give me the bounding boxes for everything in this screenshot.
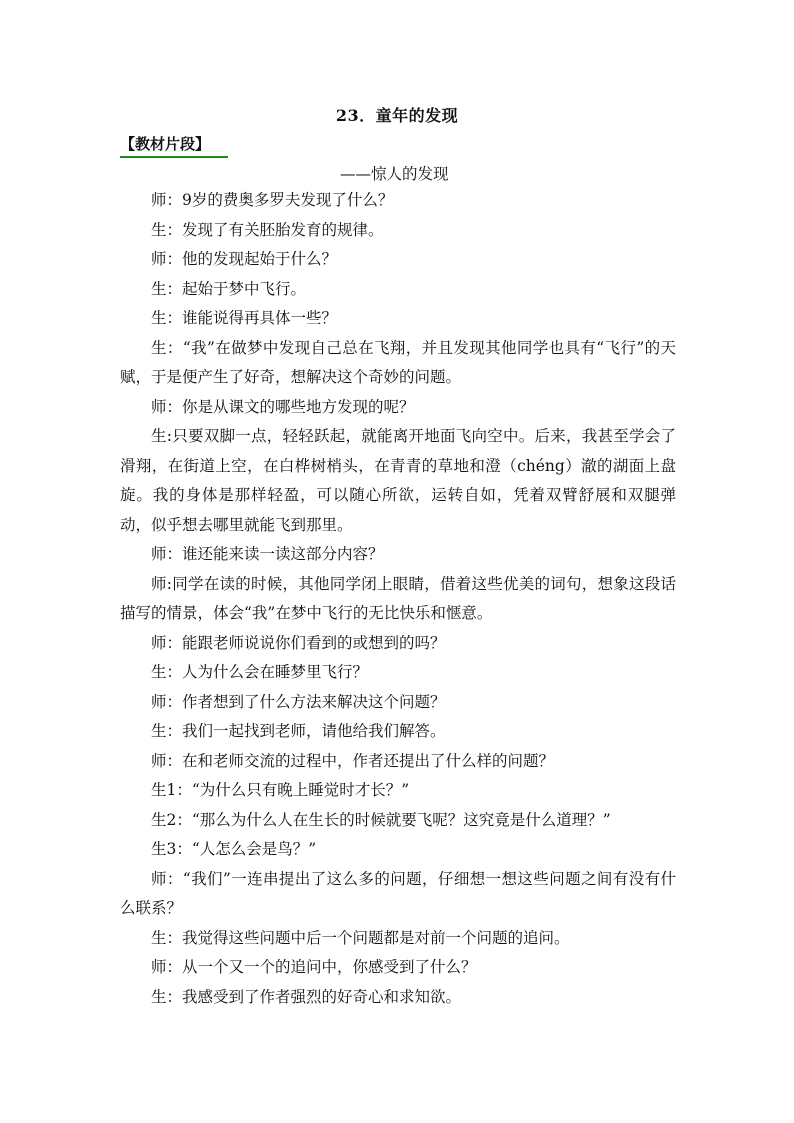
dialogue-line: 师：从一个又一个的追问中，你感受到了什么？ <box>151 958 477 976</box>
dialogue-line: 生：我觉得这些问题中后一个问题都是对前一个问题的追问。 <box>151 928 570 947</box>
dialogue-line: 生：我们一起找到老师，请他给我们解答。 <box>151 722 446 740</box>
dialogue-line: 生：谁能说得再具体一些？ <box>151 309 338 327</box>
dialogue-line: 师:同学在读的时候，其他同学闭上眼睛，借着这些优美的词句，想象这段话描写的情景，体会“我”在梦中飞行的无比快乐和惬意。 <box>120 574 676 622</box>
dialogue-line: 师：他的发现起始于什么？ <box>151 250 338 268</box>
dialogue-line: 师：“我们”一连串提出了这么多的问题，仔细想一想这些问题之间有没有什么联系？ <box>120 869 676 917</box>
dialogue-line: 师：9岁的费奥多罗夫发现了什么？ <box>151 191 394 209</box>
dialogue-line: 生:只要双脚一点，轻轻跃起，就能离开地面飞向空中。后来，我甚至学会了滑翔，在街道上空，在白桦树梢头，在青青的草地和澄（chéng）澈的湖面上盘旋。我的身体是那样轻盈，可以随心所欲，运转自如，凭着双臂舒展和双腿弹动，似乎想去哪里就能飞到那里。 <box>120 427 676 534</box>
section-subtitle: ——惊人的发现 <box>340 165 449 183</box>
section-label: 【教材片段】 <box>120 133 228 158</box>
dialogue-body <box>120 186 676 1012</box>
dialogue-line: 师：你是从课文的哪些地方发现的呢？ <box>151 397 415 416</box>
dialogue-line: 师：在和老师交流的过程中，作者还提出了什么样的问题？ <box>151 751 555 770</box>
document-title: 23．童年的发现 <box>335 106 459 125</box>
dialogue-line: 生1：“为什么只有晚上睡觉时才长？” <box>151 781 410 799</box>
dialogue-line: 生：发现了有关胚胎发育的规律。 <box>151 220 384 239</box>
dialogue-line: 师：作者想到了什么方法来解决这个问题？ <box>151 692 446 711</box>
dialogue-line: 生：“我”在做梦中发现自己总在飞翔，并且发现其他同学也具有“飞行”的天赋，于是便产生了好奇，想解决这个奇妙的问题。 <box>120 338 676 386</box>
dialogue-line: 生：我感受到了作者强烈的好奇心和求知欲。 <box>151 987 462 1006</box>
dialogue-line: 生：起始于梦中飞行。 <box>151 279 307 298</box>
dialogue-line: 师：能跟老师说说你们看到的或想到的吗？ <box>151 633 446 652</box>
dialogue-line: 生2：“那么为什么人在生长的时候就要飞呢？这究竟是什么道理？” <box>151 810 611 829</box>
dialogue-line: 生：人为什么会在睡梦里飞行？ <box>151 663 369 681</box>
dialogue-line: 生3：“人怎么会是鸟？” <box>151 840 317 858</box>
dialogue-line: 师：谁还能来读一读这部分内容？ <box>151 545 384 563</box>
